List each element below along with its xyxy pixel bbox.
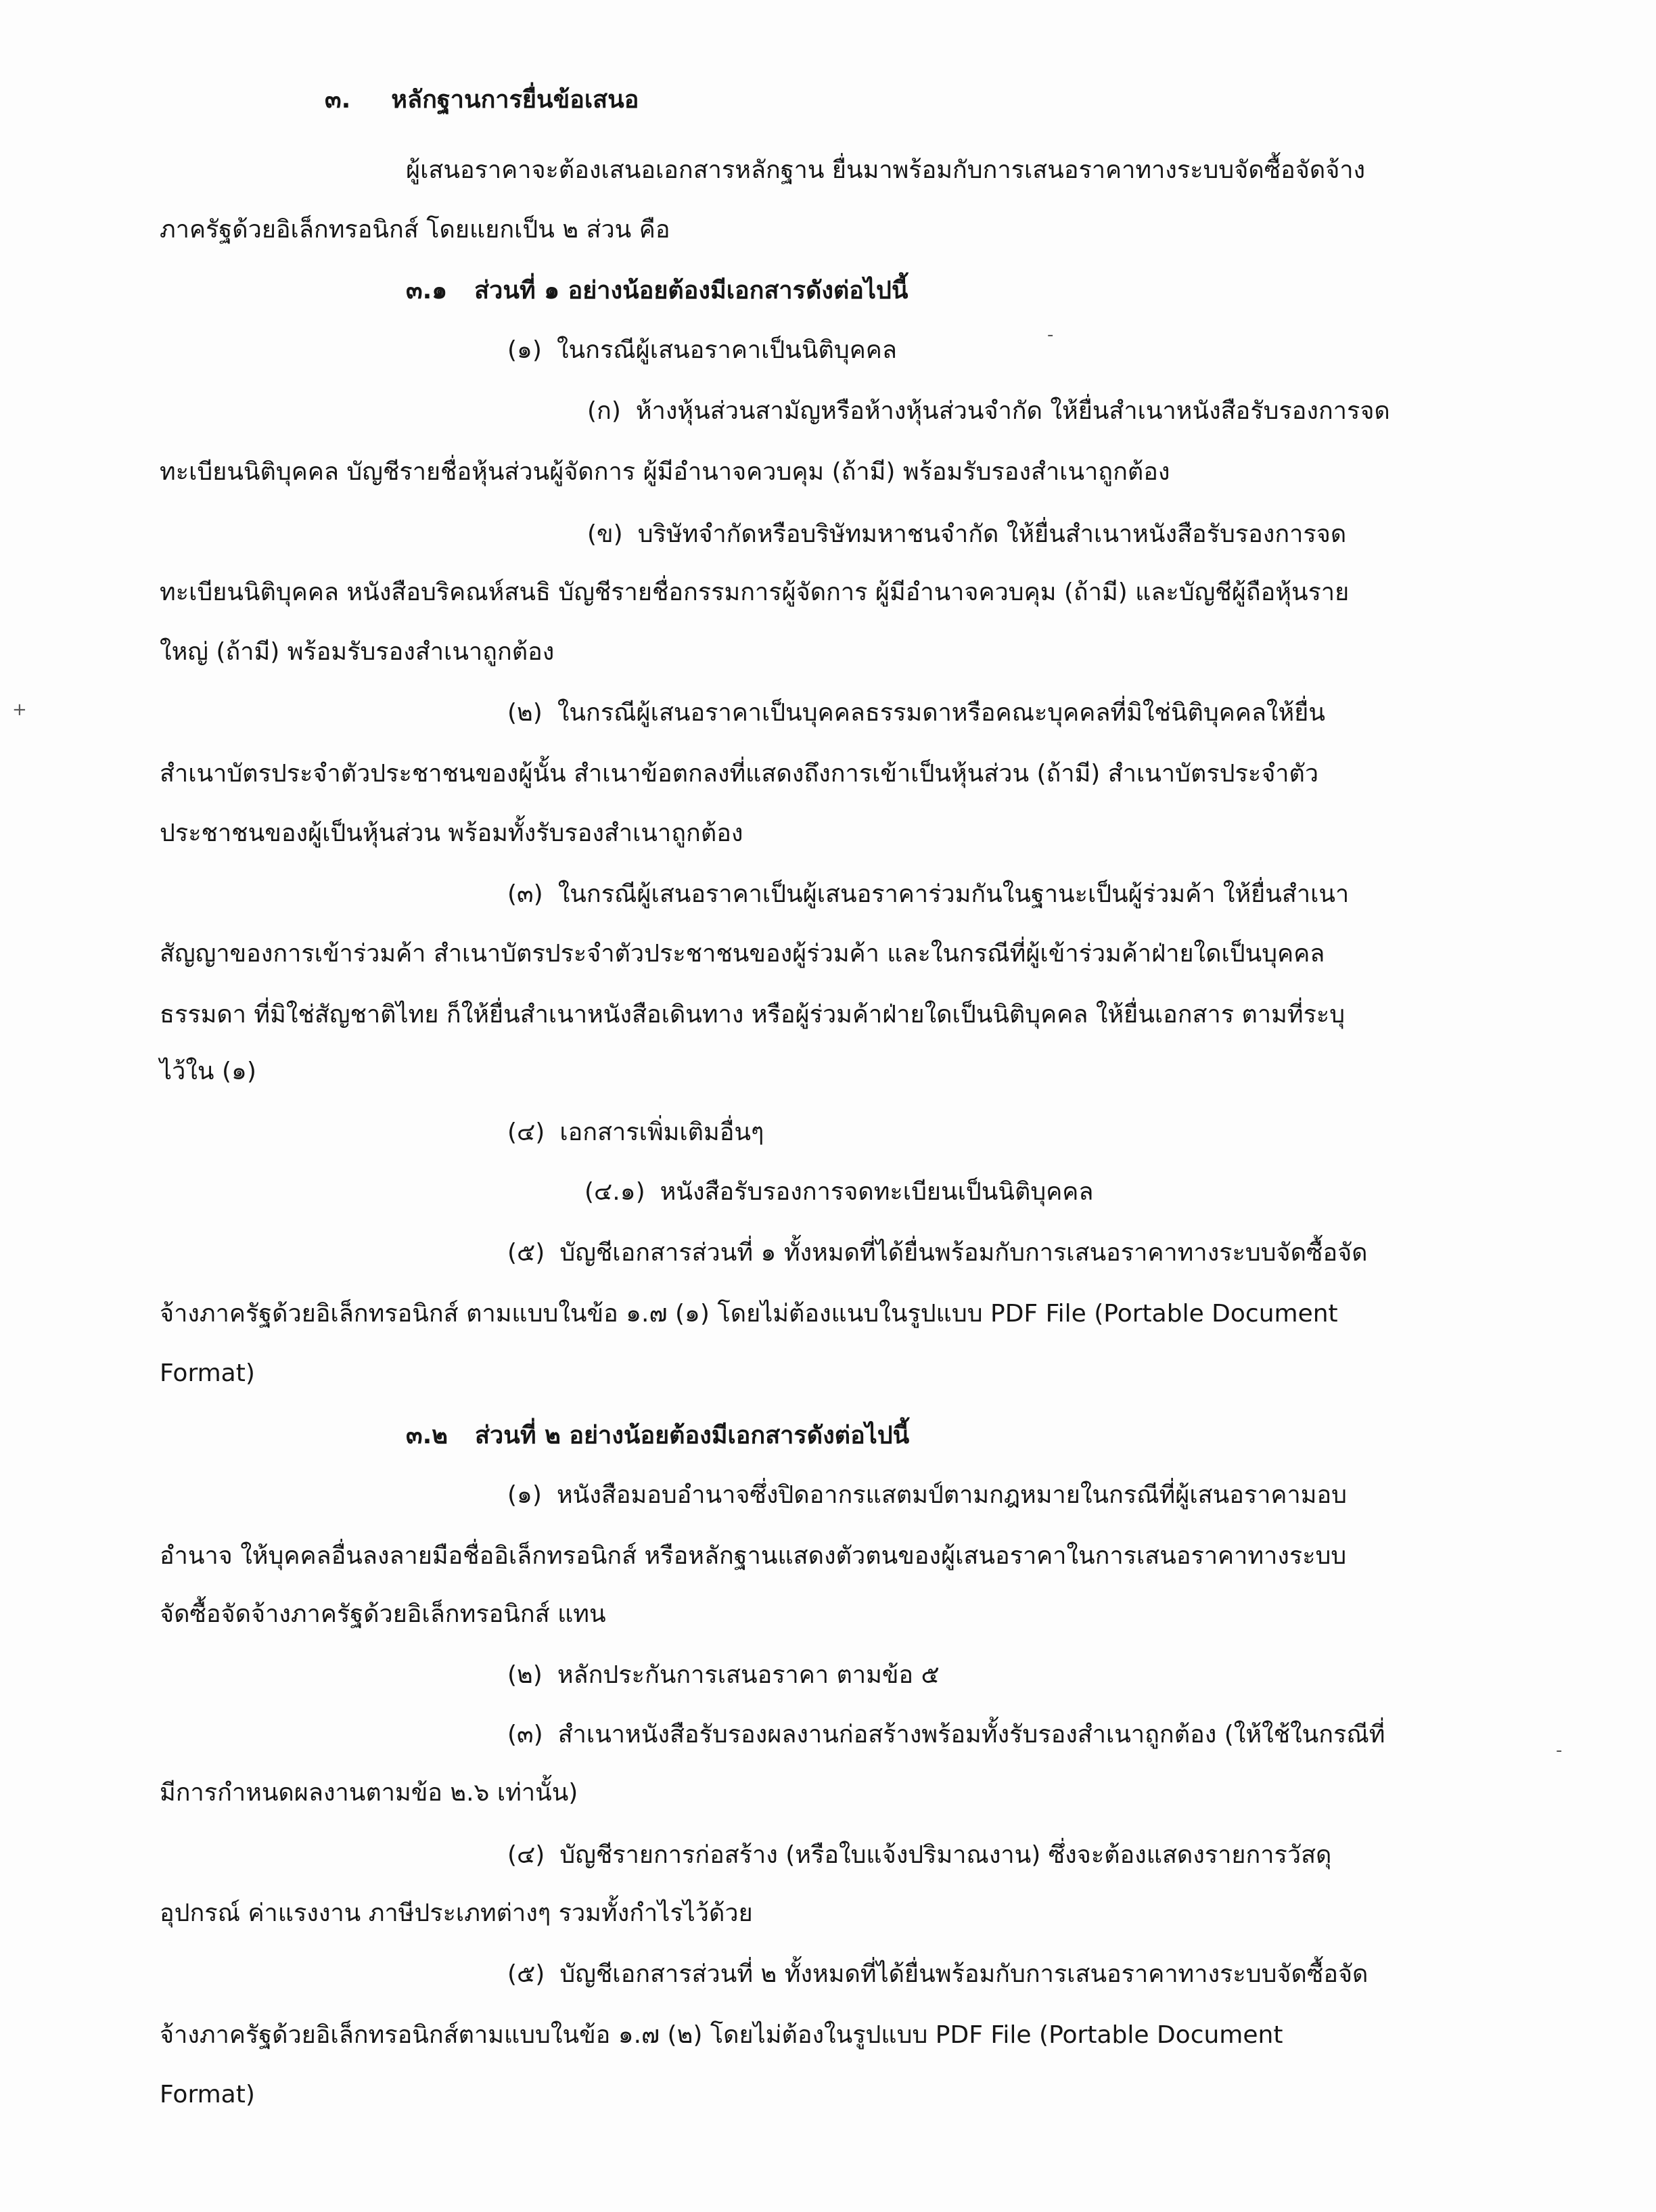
part1-title: ส่วนที่ ๑ อย่างน้อยต้องมีเอกสารดังต่อไปนี้ bbox=[474, 277, 908, 304]
item-text: หนังสือมอบอำนาจซึ่งปิดอากรแสตมป์ตามกฎหมายในกรณีที่ผู้เสนอราคามอบ bbox=[556, 1481, 1347, 1509]
part2-item1-line-3: จัดซื้อจัดจ้างภาครัฐด้วยอิเล็กทรอนิกส์ แทน bbox=[160, 1600, 606, 1628]
part2-item5-line-2: จ้างภาครัฐด้วยอิเล็กทรอนิกส์ตามแบบในข้อ ๑.๗ (๒) โดยไม่ต้องในรูปแบบ PDF File (Portable Document bbox=[160, 2021, 1283, 2049]
item-marker: (๓) bbox=[507, 880, 543, 908]
item-marker: (๕) bbox=[507, 1960, 545, 1988]
section-heading bbox=[325, 84, 639, 116]
part1-item5-line-1 bbox=[507, 1237, 1368, 1269]
part2-number: ๓.๒ bbox=[406, 1422, 448, 1449]
part1-item5-line-2: จ้างภาครัฐด้วยอิเล็กทรอนิกส์ ตามแบบในข้อ ๑.๗ (๑) โดยไม่ต้องแนบในรูปแบบ PDF File (Portable Document bbox=[160, 1300, 1338, 1328]
scan-speck: + bbox=[12, 700, 27, 720]
item-marker: (๒) bbox=[507, 699, 543, 727]
part2-item1-line-2: อำนาจ ให้บุคคลอื่นลงลายมือชื่ออิเล็กทรอนิกส์ หรือหลักฐานแสดงตัวตนของผู้เสนอราคาในการเสนอราคาทางระบบ bbox=[160, 1542, 1347, 1570]
part1-item2-line-3: ประชาชนของผู้เป็นหุ้นส่วน พร้อมทั้งรับรองสำเนาถูกต้อง bbox=[160, 819, 743, 847]
item-marker: (ก) bbox=[587, 397, 621, 425]
item-marker: (๔) bbox=[507, 1119, 545, 1146]
item-text: ในกรณีผู้เสนอราคาเป็นผู้เสนอราคาร่วมกันในฐานะเป็นผู้ร่วมค้า ให้ยื่นสำเนา bbox=[557, 880, 1350, 908]
part2-title: ส่วนที่ ๒ อย่างน้อยต้องมีเอกสารดังต่อไปนี้ bbox=[475, 1422, 910, 1449]
part1-item1 bbox=[507, 334, 897, 367]
item-text: ในกรณีผู้เสนอราคาเป็นนิติบุคคล bbox=[556, 336, 897, 364]
part1-item3-line-2: สัญญาของการเข้าร่วมค้า สำเนาบัตรประจำตัวประชาชนของผู้ร่วมค้า และในกรณีที่ผู้เข้าร่วมค้าฝ่ายใดเป็นบุคคล bbox=[160, 940, 1325, 968]
section-number: ๓. bbox=[325, 86, 351, 114]
part2-heading bbox=[406, 1420, 909, 1452]
item-marker: (๕) bbox=[507, 1239, 545, 1267]
part1-number: ๓.๑ bbox=[406, 277, 448, 304]
part1-item2-line-2: สำเนาบัตรประจำตัวประชาชนของผู้นั้น สำเนาข้อตกลงที่แสดงถึงการเข้าเป็นหุ้นส่วน (ถ้ามี) สำเนาบัตรประจำตัว bbox=[160, 760, 1319, 788]
item-text: ในกรณีผู้เสนอราคาเป็นบุคคลธรรมดาหรือคณะบุคคลที่มิใช่นิติบุคคลให้ยื่น bbox=[557, 699, 1325, 727]
scan-speck: - bbox=[1556, 1740, 1563, 1761]
part1-item3-line-3: ธรรมดา ที่มิใช่สัญชาติไทย ก็ให้ยื่นสำเนาหนังสือเดินทาง หรือผู้ร่วมค้าฝ่ายใดเป็นนิติบุคคล ให้ยื่นเอกสาร ตามที่ระบุ bbox=[160, 1001, 1346, 1029]
section-intro-line-2: ภาครัฐด้วยอิเล็กทรอนิกส์ โดยแยกเป็น ๒ ส่วน คือ bbox=[160, 216, 670, 244]
part2-item1-line-1 bbox=[507, 1479, 1347, 1512]
item-marker: (๓) bbox=[507, 1721, 543, 1748]
item-marker: (๒) bbox=[507, 1661, 543, 1689]
item-text: หนังสือรับรองการจดทะเบียนเป็นนิติบุคคล bbox=[660, 1178, 1094, 1206]
part2-item4-line-2: อุปกรณ์ ค่าแรงงาน ภาษีประเภทต่างๆ รวมทั้งกำไรไว้ด้วย bbox=[160, 1899, 753, 1927]
item-marker: (๔) bbox=[507, 1841, 545, 1869]
part2-item4-line-1 bbox=[507, 1839, 1331, 1872]
item-marker: (๔.๑) bbox=[584, 1178, 645, 1206]
item-text: บริษัทจำกัดหรือบริษัทมหาชนจำกัด ให้ยื่นสำเนาหนังสือรับรองการจด bbox=[637, 520, 1347, 548]
item-marker: (๑) bbox=[507, 1481, 542, 1509]
part1-item2-line-1 bbox=[507, 697, 1325, 729]
part2-item3-line-2: มีการกำหนดผลงานตามข้อ ๒.๖ เท่านั้น) bbox=[160, 1779, 578, 1807]
part1-item3-line-4: ไว้ใน (๑) bbox=[160, 1058, 256, 1085]
section-title: หลักฐานการยื่นข้อเสนอ bbox=[391, 86, 639, 114]
part1-item1b-line-3: ใหญ่ (ถ้ามี) พร้อมรับรองสำเนาถูกต้อง bbox=[160, 638, 555, 666]
item-marker: (ข) bbox=[587, 520, 623, 548]
item-text: เอกสารเพิ่มเติมอื่นๆ bbox=[559, 1119, 764, 1146]
part1-item3-line-1 bbox=[507, 878, 1349, 911]
part1-item5-line-3: Format) bbox=[160, 1359, 255, 1387]
part1-item4 bbox=[507, 1116, 764, 1149]
section-intro-line-1: ผู้เสนอราคาจะต้องเสนอเอกสารหลักฐาน ยื่นมาพร้อมกับการเสนอราคาทางระบบจัดซื้อจัดจ้าง bbox=[406, 156, 1366, 184]
item-text: บัญชีเอกสารส่วนที่ ๑ ทั้งหมดที่ได้ยื่นพร้อมกับการเสนอราคาทางระบบจัดซื้อจัด bbox=[559, 1239, 1368, 1267]
part2-item2 bbox=[507, 1659, 940, 1692]
item-marker: (๑) bbox=[507, 336, 542, 364]
part1-item1b-line-1 bbox=[587, 518, 1346, 551]
part1-item1a-line-2: ทะเบียนนิติบุคคล บัญชีรายชื่อหุ้นส่วนผู้จัดการ ผู้มีอำนาจควบคุม (ถ้ามี) พร้อมรับรองสำเนาถูกต้อง bbox=[160, 458, 1170, 486]
part1-item1b-line-2: ทะเบียนนิติบุคคล หนังสือบริคณห์สนธิ บัญชีรายชื่อกรรมการผู้จัดการ ผู้มีอำนาจควบคุม (ถ้ามี) และบัญชีผู้ถือหุ้นราย bbox=[160, 579, 1350, 606]
part1-heading bbox=[406, 275, 908, 307]
item-text: สำเนาหนังสือรับรองผลงานก่อสร้างพร้อมทั้งรับรองสำเนาถูกต้อง (ให้ใช้ในกรณีที่ bbox=[557, 1721, 1385, 1748]
part2-item5-line-3: Format) bbox=[160, 2081, 255, 2108]
item-text: หลักประกันการเสนอราคา ตามข้อ ๕ bbox=[557, 1661, 940, 1689]
scan-speck: - bbox=[1047, 325, 1054, 345]
part1-item1a-line-1 bbox=[587, 395, 1390, 428]
item-text: ห้างหุ้นส่วนสามัญหรือห้างหุ้นส่วนจำกัด ให้ยื่นสำเนาหนังสือรับรองการจด bbox=[635, 397, 1390, 425]
part2-item5-line-1 bbox=[507, 1958, 1368, 1991]
item-text: บัญชีเอกสารส่วนที่ ๒ ทั้งหมดที่ได้ยื่นพร้อมกับการเสนอราคาทางระบบจัดซื้อจัด bbox=[559, 1960, 1368, 1988]
part1-item4-1 bbox=[584, 1176, 1093, 1209]
item-text: บัญชีรายการก่อสร้าง (หรือใบแจ้งปริมาณงาน) ซึ่งจะต้องแสดงรายการวัสดุ bbox=[559, 1841, 1332, 1869]
part2-item3-line-1 bbox=[507, 1719, 1385, 1751]
